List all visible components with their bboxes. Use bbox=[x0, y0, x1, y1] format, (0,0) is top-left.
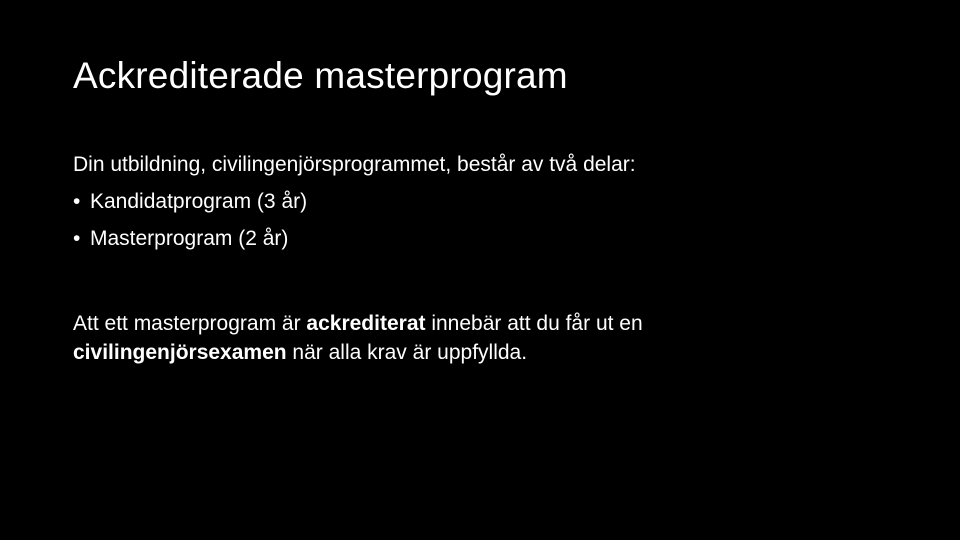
bullet-icon: • bbox=[73, 190, 81, 213]
bullet-item bbox=[73, 183, 893, 220]
paragraph-text: Att ett masterprogram är bbox=[73, 312, 307, 335]
bold-term-degree: civilingenjörsexamen bbox=[73, 341, 287, 364]
bullet-label: Masterprogram (2 år) bbox=[90, 227, 289, 250]
paragraph-line bbox=[73, 309, 893, 338]
bullet-label: Kandidatprogram (3 år) bbox=[90, 190, 308, 213]
accreditation-paragraph bbox=[73, 309, 893, 367]
bold-term-accredited: ackrediterat bbox=[306, 312, 426, 335]
intro-text: Din utbildning, civilingenjörsprogrammet, består av två delar: bbox=[73, 153, 636, 176]
slide-title: Ackrediterade masterprogram bbox=[73, 55, 568, 96]
slide-body bbox=[73, 146, 893, 257]
bullet-item bbox=[73, 220, 893, 257]
paragraph-line bbox=[73, 338, 893, 367]
bullet-icon: • bbox=[73, 227, 81, 250]
paragraph-text: innebär att du får ut en bbox=[425, 312, 643, 335]
paragraph-text: när alla krav är uppfyllda. bbox=[286, 341, 528, 364]
